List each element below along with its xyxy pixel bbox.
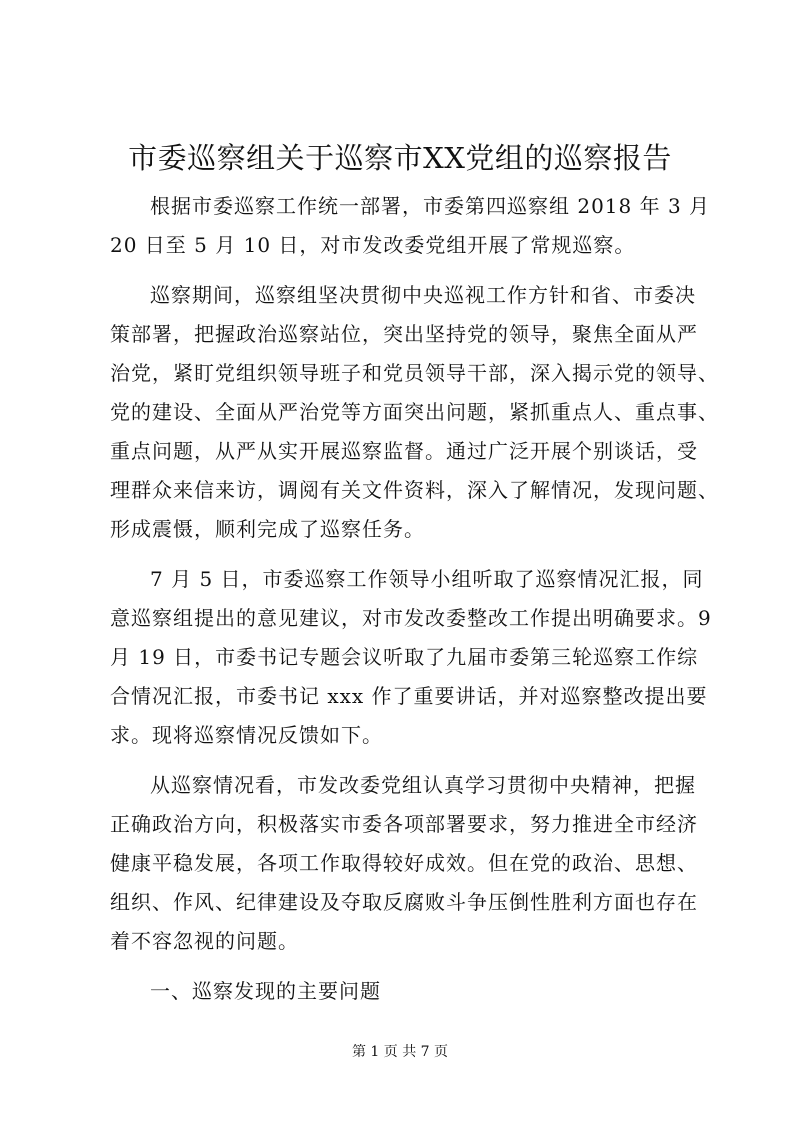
paragraph <box>110 276 719 549</box>
text-line: 巡察期间，巡察组坚决贯彻中央巡视工作方针和省、市委决 <box>150 283 696 307</box>
text-line: 着不容忽视的问题。 <box>110 929 299 953</box>
page-footer: 第 1 页 共 7 页 <box>351 1044 449 1060</box>
text-line: 合情况汇报，市委书记 xxx 作了重要讲话，并对巡察整改提出要 <box>110 684 708 708</box>
section-heading <box>110 972 710 1011</box>
text-line: 形成震慑，顺利完成了巡察任务。 <box>110 517 425 541</box>
text-line: 7 月 5 日，市委巡察工作领导小组听取了巡察情况汇报，同 <box>150 567 704 591</box>
paragraph <box>110 766 710 961</box>
text-line: 正确政治方向，积极落实市委各项部署要求，努力推进全市经济 <box>110 812 698 836</box>
text-line: 党的建设、全面从严治党等方面突出问题，紧抓重点人、重点事、 <box>110 400 719 424</box>
text-line: 组织、作风、纪律建设及夺取反腐败斗争压倒性胜利方面也存在 <box>110 890 698 914</box>
text-line: 从巡察情况看，市发改委党组认真学习贯彻中央精神，把握 <box>150 773 696 797</box>
paragraph <box>110 187 710 265</box>
text-line: 一、巡察发现的主要问题 <box>150 979 381 1003</box>
text-line: 根据市委巡察工作统一部署，市委第四巡察组 2018 年 3 月 <box>150 194 711 218</box>
text-line: 健康平稳发展，各项工作取得较好成效。但在党的政治、思想、 <box>110 851 698 875</box>
text-line: 理群众来信来访，调阅有关文件资料，深入了解情况，发现问题、 <box>110 478 719 502</box>
text-line: 20 日至 5 月 10 日，对市发改委党组开展了常规巡察。 <box>110 233 636 257</box>
text-line: 月 19 日，市委书记专题会议听取了九届市委第三轮巡察工作综 <box>110 645 699 669</box>
text-line: 策部署，把握政治巡察站位，突出坚持党的领导，聚焦全面从严 <box>110 322 698 346</box>
text-line: 求。现将巡察情况反馈如下。 <box>110 723 383 747</box>
paragraph <box>110 560 710 755</box>
text-line: 意巡察组提出的意见建议，对市发改委整改工作提出明确要求。9 <box>110 606 712 630</box>
text-line: 重点问题，从严从实开展巡察监督。通过广泛开展个别谈话，受 <box>110 439 698 463</box>
document-body <box>110 187 719 1011</box>
text-line: 治党，紧盯党组织领导班子和党员领导干部，深入揭示党的领导、 <box>110 361 719 385</box>
document-title: 市委巡察组关于巡察市XX党组的巡察报告 <box>128 141 672 175</box>
